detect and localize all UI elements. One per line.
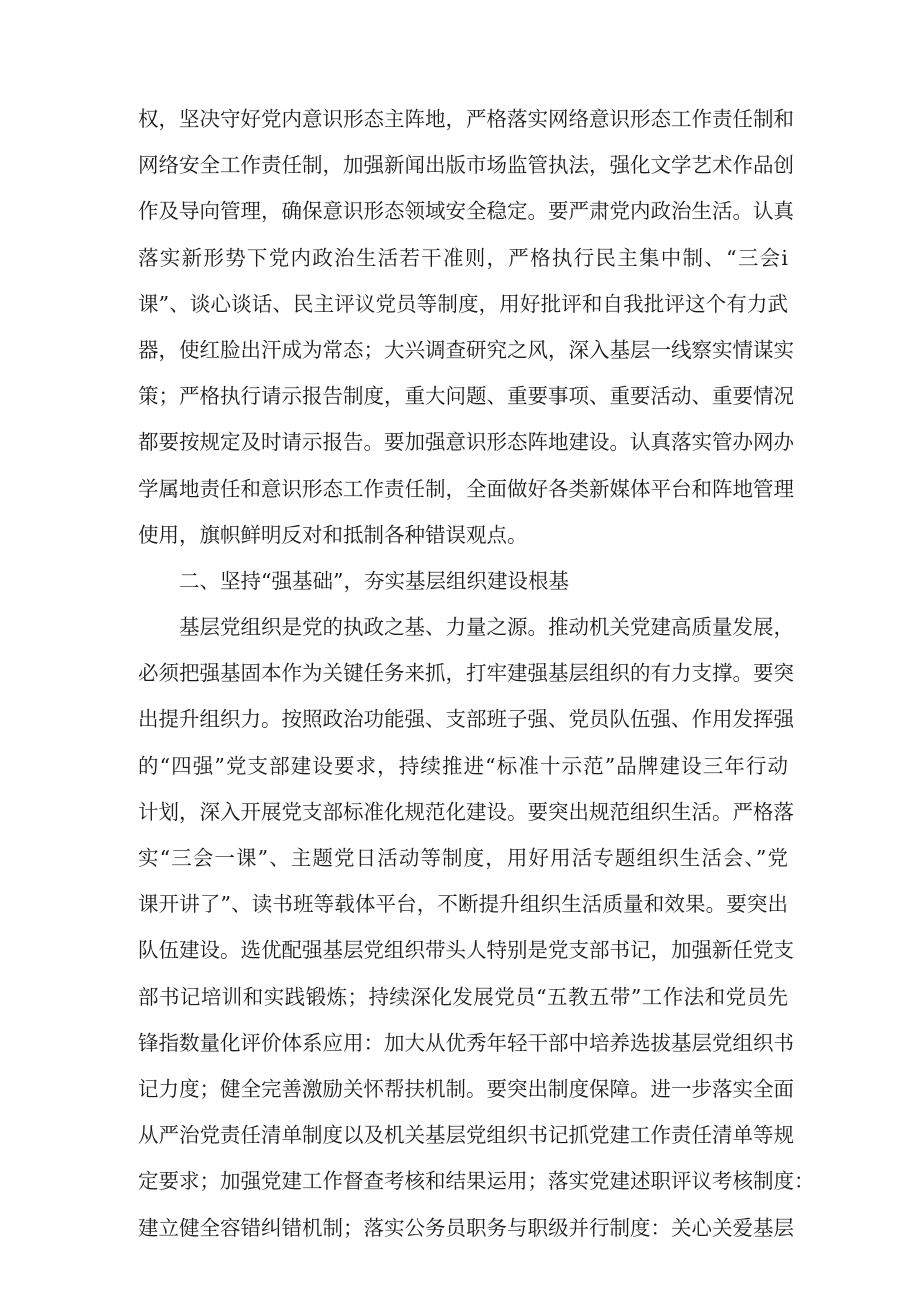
- paragraph-2: [138, 604, 815, 1251]
- section-heading: 二、坚持“强基础”，夯实基层组织建设根基: [179, 568, 569, 593]
- text-line: 必须把强基固本作为关键任务来抓，打牢建强基层组织的有力支撑。要突: [138, 661, 794, 686]
- document-body: [138, 96, 815, 1251]
- text-line: 锋指数量化评价体系应用：加大从优秀年轻干部中培养选拔基层党组织书: [138, 1030, 794, 1055]
- text-line: 课开讲了”、读书班等载体平台，不断提升组织生活质量和效果。要突出: [138, 892, 788, 917]
- text-line: 课”、谈心谈话、民主评议党员等制度，用好批评和自我批评这个有力武: [138, 291, 788, 316]
- text-line: 部书记培训和实践锻炼；持续深化发展党员“五教五带”工作法和党员先: [138, 984, 788, 1009]
- text-line: 网络安全工作责任制，加强新闻出版市场监管执法，强化文学艺术作品创: [138, 153, 794, 178]
- text-line-first: 基层党组织是党的执政之基、力量之源。推动机关党建高质量发展，: [179, 615, 794, 640]
- text-line: 记力度；健全完善激励关怀帮扶机制。要突出制度保障。进一步落实全面: [138, 1076, 794, 1101]
- text-line: 定要求；加强党建工作督查考核和结果运用；落实党建述职评议考核制度：: [138, 1169, 815, 1194]
- text-line: 计划，深入开展党支部标准化规范化建设。要突出规范组织生活。严格落: [138, 799, 794, 824]
- text-line: 实“三会一课”、主题党日活动等制度，用好用活专题组织生活会、”党: [138, 846, 788, 870]
- text-line: 权，坚决守好党内意识形态主阵地，严格落实网络意识形态工作责任制和: [138, 107, 794, 131]
- text-line: 出提升组织力。按照政治功能强、支部班子强、党员队伍强、作用发挥强: [138, 707, 794, 732]
- text-line-last: 使用，旗帜鲜明反对和抵制各种错误观点。: [138, 522, 528, 547]
- text-line: 作及导向管理，确保意识形态领域安全稳定。要严肃党内政治生活。认真: [138, 199, 794, 224]
- text-line: 都要按规定及时请示报告。要加强意识形态阵地建设。认真落实管办网办: [138, 430, 794, 455]
- text-line: 器，使红脸出汗成为常态；大兴调查研究之风，深入基层一线察实情谋实: [138, 337, 794, 362]
- text-line: 从严治党责任清单制度以及机关基层党组织书记抓党建工作责任清单等规: [138, 1123, 794, 1148]
- text-line: 队伍建设。选优配强基层党组织带头人特别是党支部书记，加强新任党支: [138, 938, 794, 963]
- text-line: 落实新形势下党内政治生活若干准则，严格执行民主集中制、“三会i: [138, 245, 788, 270]
- text-line: 的“四强”党支部建设要求，持续推进“标准十示范”品牌建设三年行动: [138, 753, 788, 778]
- text-line: 学属地责任和意识形态工作责任制，全面做好各类新媒体平台和阵地管理: [138, 476, 794, 501]
- text-line: 建立健全容错纠错机制；落实公务员职务与职级并行制度：关心关爱基层: [138, 1215, 794, 1240]
- text-line: 策；严格执行请示报告制度，重大问题、重要事项、重要活动、重要情况: [138, 384, 794, 409]
- paragraph-1: [138, 96, 794, 558]
